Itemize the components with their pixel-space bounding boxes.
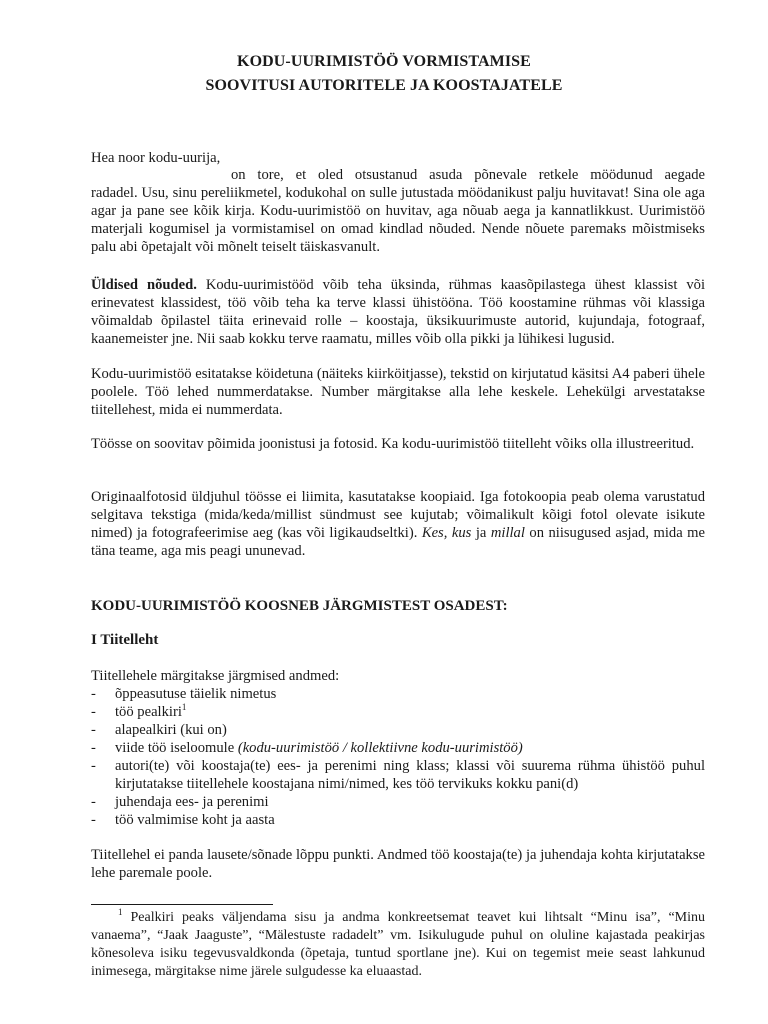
photos-kes-kus: Kes, kus: [421, 525, 472, 541]
list-item: - töö valmimise koht ja aasta: [91, 811, 705, 829]
list-item-italic: (kodu-uurimistöö / kollektiivne kodu-uurimistöö): [237, 740, 523, 756]
intro-paragraph: radadel. Usu, sinu pereliikmetel, kodukohal on sulle jutustada möödanikust palju huvitavat! Sina ole aga agar ja pane see kõik kirja. Kodu-uurimistöö on huvitav, aga nõuab aega ja kannatlikkust. Uurimistöö materjali kogumisel ja vormistamisel on omad kindlad nõuded. Nende nõuete paremaks mõistmiseks palu abi õpetajalt või mõnelt teiselt täiskasvanult.: [91, 185, 705, 255]
photos-text: Originaalfotosid üldjuhul töösse ei liimita, kasutatakse koopiaid. Iga fotokoopia peab olema varustatud selgitava tekstiga (mida/keda/millist sündmust see kujutab; võimalikult kõigi fotol olevate isikute nimed) ja fotografeerimise aeg (kas või ligikaudseltki).: [91, 489, 705, 541]
title-page-data-list: [91, 685, 705, 829]
general-requirements-text: Kodu-uurimistööd võib teha üksinda, rühmas kaasõpilastega ühest klassist või erinevatest klassidest, töö võib teha ka terve klassi ühistööna. Töö koostamine rühmas või klassiga võimaldab õpilastel täita erinevaid rolle – koostaja, üksikuurimuste autorid, kujundaja, fotograaf, kaanemeister jne. Nii saab kokku terve raamatu, milles võib olla pikki ja lühikesi lugusid.: [91, 277, 705, 347]
footnote-separator: [91, 904, 273, 905]
binding-paragraph: Kodu-uurimistöö esitatakse köidetuna (näiteks kiirköitjasse), tekstid on kirjutatud käsitsi A4 paberi ühele poolele. Töö lehed nummerdatakse. Number märgitakse alla lehe keskele. Lehekülgi arvestatakse tiitellehest, mida ei nummerdata.: [91, 366, 705, 418]
list-item-text: töö pealkiri: [115, 704, 182, 720]
greeting: Hea noor kodu-uurija,: [91, 150, 221, 166]
list-item: - autori(te) või koostaja(te) ees- ja perenimi ning klass; klassi või suurema rühma ühistöö puhul kirjutatakse tiitellehele koostajana nimi/nimed, kes töö tervikuks kokku pani(d): [91, 757, 705, 793]
document-title-line-1: KODU-UURIMISTÖÖ VORMISTAMISE: [237, 53, 531, 70]
section-heading: KODU-UURIMISTÖÖ KOOSNEB JÄRGMISTEST OSADEST:: [91, 598, 508, 614]
photos-paragraph: [91, 488, 705, 560]
list-item: [91, 703, 705, 721]
list-item-text: viide töö iseloomule: [115, 740, 235, 756]
photos-ja: ja: [475, 525, 487, 541]
list-item: - juhendaja ees- ja perenimi: [91, 793, 705, 811]
general-requirements-paragraph: [91, 276, 705, 348]
intro-first-line: on tore, et oled otsustanud asuda põnevale retkele möödunud aegade: [231, 167, 705, 183]
closing-paragraph: Tiitellehel ei panda lausete/sõnade lõppu punkti. Andmed töö koostaja(te) ja juhendaja kohta kirjutatakse lehe paremale poole.: [91, 847, 705, 881]
subheading-tiitelleht: I Tiitelleht: [91, 632, 159, 648]
photos-end: on niisugused asjad, mida me täna teame, aga mis peagi ununevad.: [91, 525, 705, 559]
footnote-mark: 1: [118, 907, 123, 917]
illustrations-paragraph: Töösse on soovitav põimida joonistusi ja fotosid. Ka kodu-uurimistöö tiitelleht võiks olla illustreeritud.: [91, 436, 695, 452]
photos-millal: millal: [490, 525, 525, 541]
general-requirements-label: Üldised nõuded.: [91, 277, 197, 293]
footnote-reference: 1: [181, 702, 187, 712]
footnote-text: Pealkiri peaks väljendama sisu ja andma konkreetsemat teavet kui lihtsalt “Minu isa”, “Minu vanaema”, “Jaak Jaaguste”, “Mälestuste radadelt” vm. Isikulugude puhul on oluline kajastada peakirjas kõnesoleva isiku tegevusvaldkonda (õpetaja, tuntud sportlane jne). Kui on tegemist meie seast lahkunud inimesega, märgitakse nime järele sulgudesse ka eluaastad.: [91, 910, 705, 979]
list-item: - alapealkiri (kui on): [91, 721, 705, 739]
document-title-line-2: SOOVITUSI AUTORITELE JA KOOSTAJATELE: [205, 77, 563, 94]
list-item: [91, 739, 705, 757]
list-intro: Tiitellehele märgitakse järgmised andmed:: [91, 668, 340, 684]
footnote: [91, 909, 705, 981]
list-item: - õppeasutuse täielik nimetus: [91, 685, 705, 703]
